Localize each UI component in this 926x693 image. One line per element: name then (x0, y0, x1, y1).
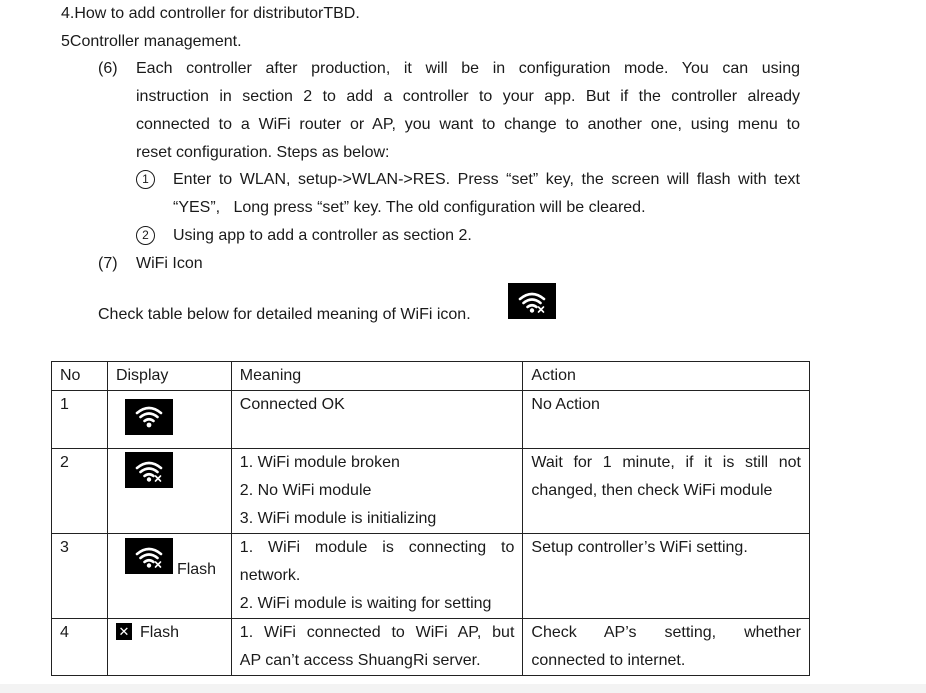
row-4-action-line-1: Check AP’s setting, whether (531, 624, 801, 641)
row-3-flash-label: Flash (176, 561, 217, 578)
table-row (52, 619, 810, 676)
row-2-action (523, 449, 810, 534)
item-6-line-2: instruction in section 2 to add a controller to your app. But if the controller already (136, 88, 800, 105)
row-3-meaning (231, 534, 523, 619)
row-1-meaning: Connected OK (231, 391, 523, 449)
row-1-display (107, 391, 231, 449)
heading-section-5: 5Controller management. (61, 33, 242, 50)
table-row (52, 449, 810, 534)
wifi-icon (125, 399, 173, 435)
wifi-error-icon (125, 452, 173, 488)
step-2 (136, 226, 167, 246)
page-bottom-edge (0, 684, 926, 693)
row-2-meaning-line-2: 2. No WiFi module (239, 482, 372, 499)
step-1-marker: 1 (136, 170, 155, 189)
row-4-no: 4 (52, 619, 108, 676)
x-icon: ✕ (116, 623, 132, 640)
row-2-no: 2 (52, 449, 108, 534)
row-3-meaning-line-3: 2. WiFi module is waiting for setting (239, 595, 492, 612)
wifi-icon-table (51, 361, 810, 676)
step-1-line-1: Enter to WLAN, setup->WLAN->RES. Press “set” key, the screen will flash with text (173, 171, 800, 188)
row-3-display (107, 534, 231, 619)
header-action: Action (523, 362, 810, 391)
row-4-flash-label: Flash (139, 624, 180, 641)
row-4-meaning-line-2: AP can’t access ShuangRi server. (239, 652, 481, 669)
row-4-meaning (231, 619, 523, 676)
row-2-meaning (231, 449, 523, 534)
table-row (52, 391, 810, 449)
heading-section-4: 4.How to add controller for distributorTBD. (61, 5, 360, 22)
item-6-line-4: reset configuration. Steps as below: (136, 144, 390, 161)
row-1-no: 1 (52, 391, 108, 449)
step-2-marker: 2 (136, 226, 155, 245)
item-6-line-1: Each controller after production, it will be in configuration mode. You can using (136, 60, 800, 77)
table-header-row (52, 362, 810, 391)
row-2-action-line-1: Wait for 1 minute, if it is still not (531, 454, 801, 471)
row-4-meaning-line-1: 1. WiFi connected to WiFi AP, but (239, 624, 515, 641)
check-table-text: Check table below for detailed meaning of WiFi icon. (98, 306, 471, 323)
step-2-line-1: Using app to add a controller as section 2. (173, 227, 472, 244)
item-6-number: (6) (98, 60, 118, 77)
header-meaning: Meaning (231, 362, 523, 391)
table-row (52, 534, 810, 619)
row-2-meaning-line-3: 3. WiFi module is initializing (239, 510, 437, 527)
row-3-meaning-line-1: 1. WiFi module is connecting to (239, 539, 515, 556)
row-2-action-line-2: changed, then check WiFi module (531, 482, 773, 499)
row-3-action: Setup controller’s WiFi setting. (523, 534, 810, 619)
step-1-line-2: “YES”, Long press “set” key. The old configuration will be cleared. (173, 199, 646, 216)
row-3-meaning-line-2: network. (239, 567, 301, 584)
header-no: No (52, 362, 108, 391)
item-7-number: (7) (98, 255, 118, 272)
step-1 (136, 170, 167, 190)
row-4-action-line-2: connected to internet. (531, 652, 686, 669)
item-7-title: WiFi Icon (136, 255, 203, 272)
wifi-error-icon (125, 538, 173, 574)
row-2-display (107, 449, 231, 534)
wifi-error-icon (508, 283, 556, 319)
row-1-action: No Action (523, 391, 810, 449)
item-6-line-3: connected to a WiFi router or AP, you want to change to another one, using menu to (136, 116, 800, 133)
header-display: Display (107, 362, 231, 391)
row-4-action (523, 619, 810, 676)
row-4-display (107, 619, 231, 676)
row-3-no: 3 (52, 534, 108, 619)
row-2-meaning-line-1: 1. WiFi module broken (239, 454, 400, 471)
